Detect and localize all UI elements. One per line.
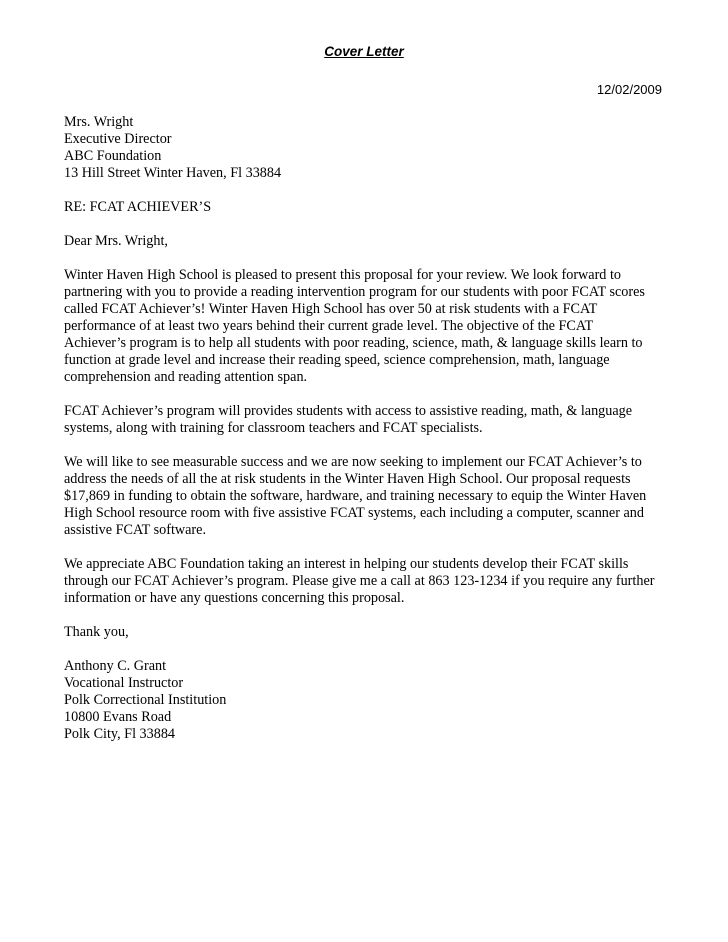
paragraph-closing-remarks xyxy=(64,556,668,607)
document-title: Cover Letter xyxy=(324,44,404,59)
paragraph-line: Winter Haven High School is pleased to present this proposal for your review. We look forward to xyxy=(64,267,621,283)
recipient-name: Mrs. Wright xyxy=(64,114,134,130)
signer-name: Anthony C. Grant xyxy=(64,658,167,674)
recipient-title: Executive Director xyxy=(64,131,172,147)
paragraph-line: systems, along with training for classroom teachers and FCAT specialists. xyxy=(64,420,483,436)
paragraph-line: assistive FCAT software. xyxy=(64,522,206,538)
paragraph-line: Achiever’s program is to help all students with poor reading, science, math, & language skills learn to xyxy=(64,335,643,351)
paragraph-line: through our FCAT Achiever’s program. Please give me a call at 863 123-1234 if you require any further xyxy=(64,573,655,589)
paragraph-funding xyxy=(64,454,668,539)
letter-date: 12/02/2009 xyxy=(596,82,662,97)
paragraph-line: We appreciate ABC Foundation taking an interest in helping our students develop their FCAT skills xyxy=(64,556,629,572)
signer-organization: Polk Correctional Institution xyxy=(64,692,227,708)
signer-title: Vocational Instructor xyxy=(64,675,184,691)
paragraph-line: We will like to see measurable success and we are now seeking to implement our FCAT Achiever’s to xyxy=(64,454,642,470)
paragraph-line: performance of at least two years behind their current grade level. The objective of the FCAT xyxy=(64,318,594,334)
paragraph-line: High School resource room with five assistive FCAT systems, each including a computer, scanner and xyxy=(64,505,644,521)
signature-block xyxy=(64,658,668,743)
recipient-street: 13 Hill Street Winter Haven, Fl 33884 xyxy=(64,165,282,181)
paragraph-line: $17,869 in funding to obtain the software, hardware, and training necessary to equip the Winter Haven xyxy=(64,488,647,504)
signer-street: 10800 Evans Road xyxy=(64,709,172,725)
paragraph-line: function at grade level and increase their reading speed, science comprehension, math, language xyxy=(64,352,610,368)
paragraph-line: partnering with you to provide a reading intervention program for our students with poor FCAT scores xyxy=(64,284,645,300)
recipient-address xyxy=(64,114,668,182)
paragraph-intro xyxy=(64,267,668,386)
paragraph-line: FCAT Achiever’s program will provides students with access to assistive reading, math, & language xyxy=(64,403,633,419)
closing: Thank you, xyxy=(64,624,129,640)
salutation: Dear Mrs. Wright, xyxy=(64,233,168,249)
paragraph-program xyxy=(64,403,668,437)
paragraph-line: information or have any questions concerning this proposal. xyxy=(64,590,405,606)
letter-body xyxy=(64,114,668,760)
paragraph-line: comprehension and reading attention span. xyxy=(64,369,308,385)
re-line: RE: FCAT ACHIEVER’S xyxy=(64,199,212,215)
recipient-organization: ABC Foundation xyxy=(64,148,162,164)
paragraph-line: called FCAT Achiever’s! Winter Haven High School has over 50 at risk students with a FCAT xyxy=(64,301,598,317)
paragraph-line: address the needs of all the at risk students in the Winter Haven High School. Our proposal requests xyxy=(64,471,631,487)
signer-city: Polk City, Fl 33884 xyxy=(64,726,176,742)
